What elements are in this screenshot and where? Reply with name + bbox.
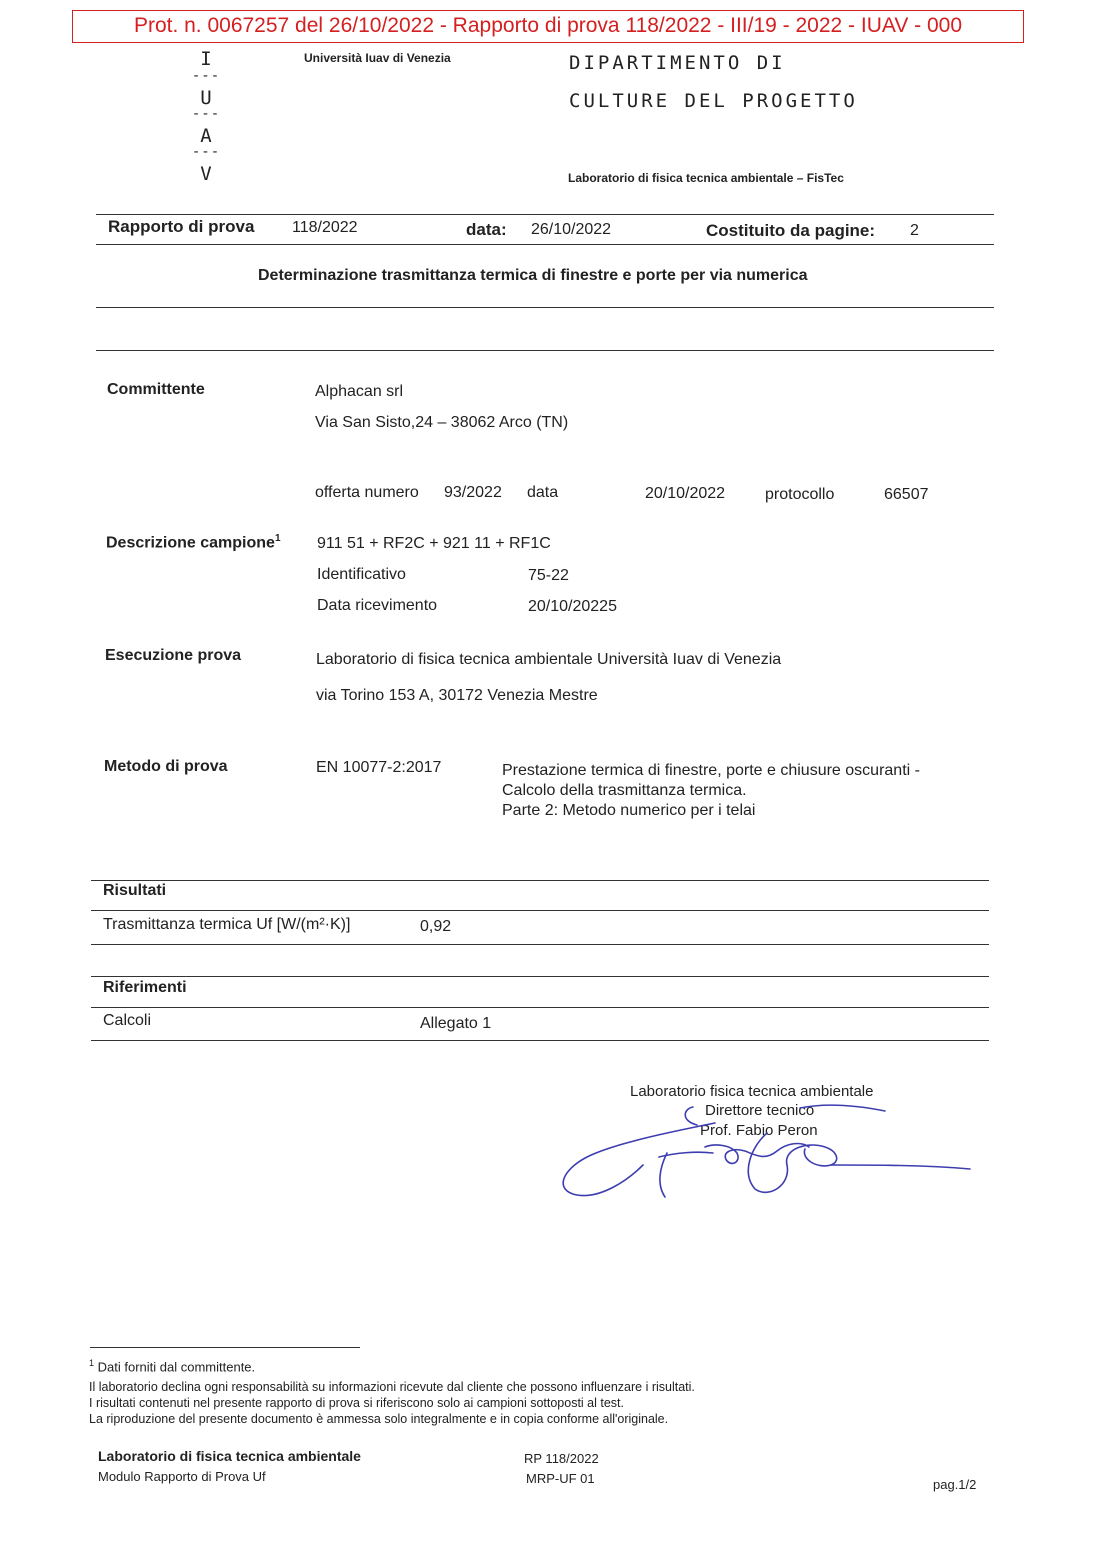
divider <box>91 1007 989 1008</box>
pages-count: 2 <box>910 222 919 239</box>
divider <box>91 1040 989 1041</box>
signature-line-3: Prof. Fabio Peron <box>700 1122 818 1139</box>
sample-id-label: Identificativo <box>317 566 406 583</box>
disclaimer-1: Il laboratorio declina ogni responsabilità su informazioni ricevute dal cliente che possono influenzare i risultati. <box>89 1380 695 1394</box>
logo-letter-a: A <box>200 125 212 147</box>
method-standard: EN 10077-2:2017 <box>316 759 442 776</box>
footnote-marker: 1 <box>274 533 281 544</box>
protocol-label: protocollo <box>765 486 835 503</box>
divider <box>91 976 989 977</box>
logo-letter-u: U <box>200 87 212 109</box>
page-number: pag.1/2 <box>933 1477 977 1492</box>
logo-letter-v: V <box>200 163 212 185</box>
logo-divider: --- <box>191 68 221 84</box>
university-name: Università Iuav di Venezia <box>304 51 451 65</box>
references-value: Allegato 1 <box>420 1015 492 1032</box>
received-date: 20/10/20225 <box>528 598 617 615</box>
results-heading: Risultati <box>103 882 167 899</box>
signature-line-1: Laboratorio fisica tecnica ambientale <box>630 1083 874 1100</box>
execution-lab: Laboratorio di fisica tecnica ambientale Università Iuav di Venezia <box>316 651 782 668</box>
report-number: 118/2022 <box>292 219 358 236</box>
sample-id: 75-22 <box>528 567 569 584</box>
divider <box>91 944 989 945</box>
method-label: Metodo di prova <box>104 758 228 775</box>
department-line-1: DIPARTIMENTO DI <box>569 52 786 74</box>
references-label: Calcoli <box>103 1012 152 1029</box>
protocol-number: 66507 <box>884 486 929 503</box>
logo-divider: --- <box>191 106 221 122</box>
divider <box>96 214 994 215</box>
client-label: Committente <box>107 381 205 398</box>
footer-report-code: RP 118/2022 <box>524 1451 599 1466</box>
method-desc-2: Calcolo della trasmittanza termica. <box>502 782 747 799</box>
offer-date: 20/10/2022 <box>645 485 726 502</box>
signature-line-2: Direttore tecnico <box>705 1102 815 1119</box>
references-heading: Riferimenti <box>103 979 187 996</box>
sample-description: 911 51 + RF2C + 921 11 + RF1C <box>317 535 551 552</box>
footer-form-code: MRP-UF 01 <box>526 1471 595 1486</box>
divider <box>96 350 994 351</box>
footer-lab-name: Laboratorio di fisica tecnica ambientale <box>98 1448 361 1464</box>
results-value: 0,92 <box>420 918 452 935</box>
footnote-marker: 1 <box>89 1358 95 1368</box>
report-label: Rapporto di prova <box>108 217 255 236</box>
results-label: Trasmittanza termica Uf [W/(m²·K)] <box>103 916 351 933</box>
offer-number: 93/2022 <box>444 484 502 501</box>
protocol-banner: Prot. n. 0067257 del 26/10/2022 - Rapporto di prova 118/2022 - III/19 - 2022 - IUAV - 000 <box>72 10 1024 43</box>
offer-date-label: data <box>527 484 559 501</box>
divider <box>91 910 989 911</box>
logo-divider: --- <box>191 144 221 160</box>
report-title: Determinazione trasmittanza termica di finestre e porte per via numerica <box>258 267 808 284</box>
handwritten-signature-icon <box>555 1095 980 1205</box>
disclaimer-3: La riproduzione del presente documento è ammessa solo integralmente e in copia conforme all'originale. <box>89 1412 669 1426</box>
divider <box>96 307 994 308</box>
footnote-separator <box>90 1347 360 1348</box>
report-date-label: data: <box>466 220 507 239</box>
execution-label: Esecuzione prova <box>105 647 242 664</box>
pages-label: Costituito da pagine: <box>706 221 876 240</box>
divider <box>91 880 989 881</box>
logo-letter-i: I <box>200 48 212 70</box>
department-line-2: CULTURE DEL PROGETTO <box>569 90 858 112</box>
report-date: 26/10/2022 <box>531 221 612 238</box>
client-name: Alphacan srl <box>315 383 404 400</box>
footer-module: Modulo Rapporto di Prova Uf <box>98 1469 266 1484</box>
sample-label: Descrizione campione$^1$ <box>106 533 281 552</box>
disclaimer-2: I risultati contenuti nel presente rapporto di prova si riferiscono solo ai campioni sottoposti al test. <box>89 1396 624 1410</box>
received-label: Data ricevimento <box>317 597 438 614</box>
divider <box>96 244 994 245</box>
method-desc-3: Parte 2: Metodo numerico per i telai <box>502 802 756 819</box>
method-desc-1: Prestazione termica di finestre, porte e chiusure oscuranti - <box>502 762 920 779</box>
execution-address: via Torino 153 A, 30172 Venezia Mestre <box>316 687 598 704</box>
lab-name: Laboratorio di fisica tecnica ambientale – FisTec <box>568 171 844 185</box>
footnote-1: $^1$ Dati forniti dal committente. <box>89 1358 256 1375</box>
offer-label: offerta numero <box>315 484 419 501</box>
client-address: Via San Sisto,24 – 38062 Arco (TN) <box>315 414 569 431</box>
